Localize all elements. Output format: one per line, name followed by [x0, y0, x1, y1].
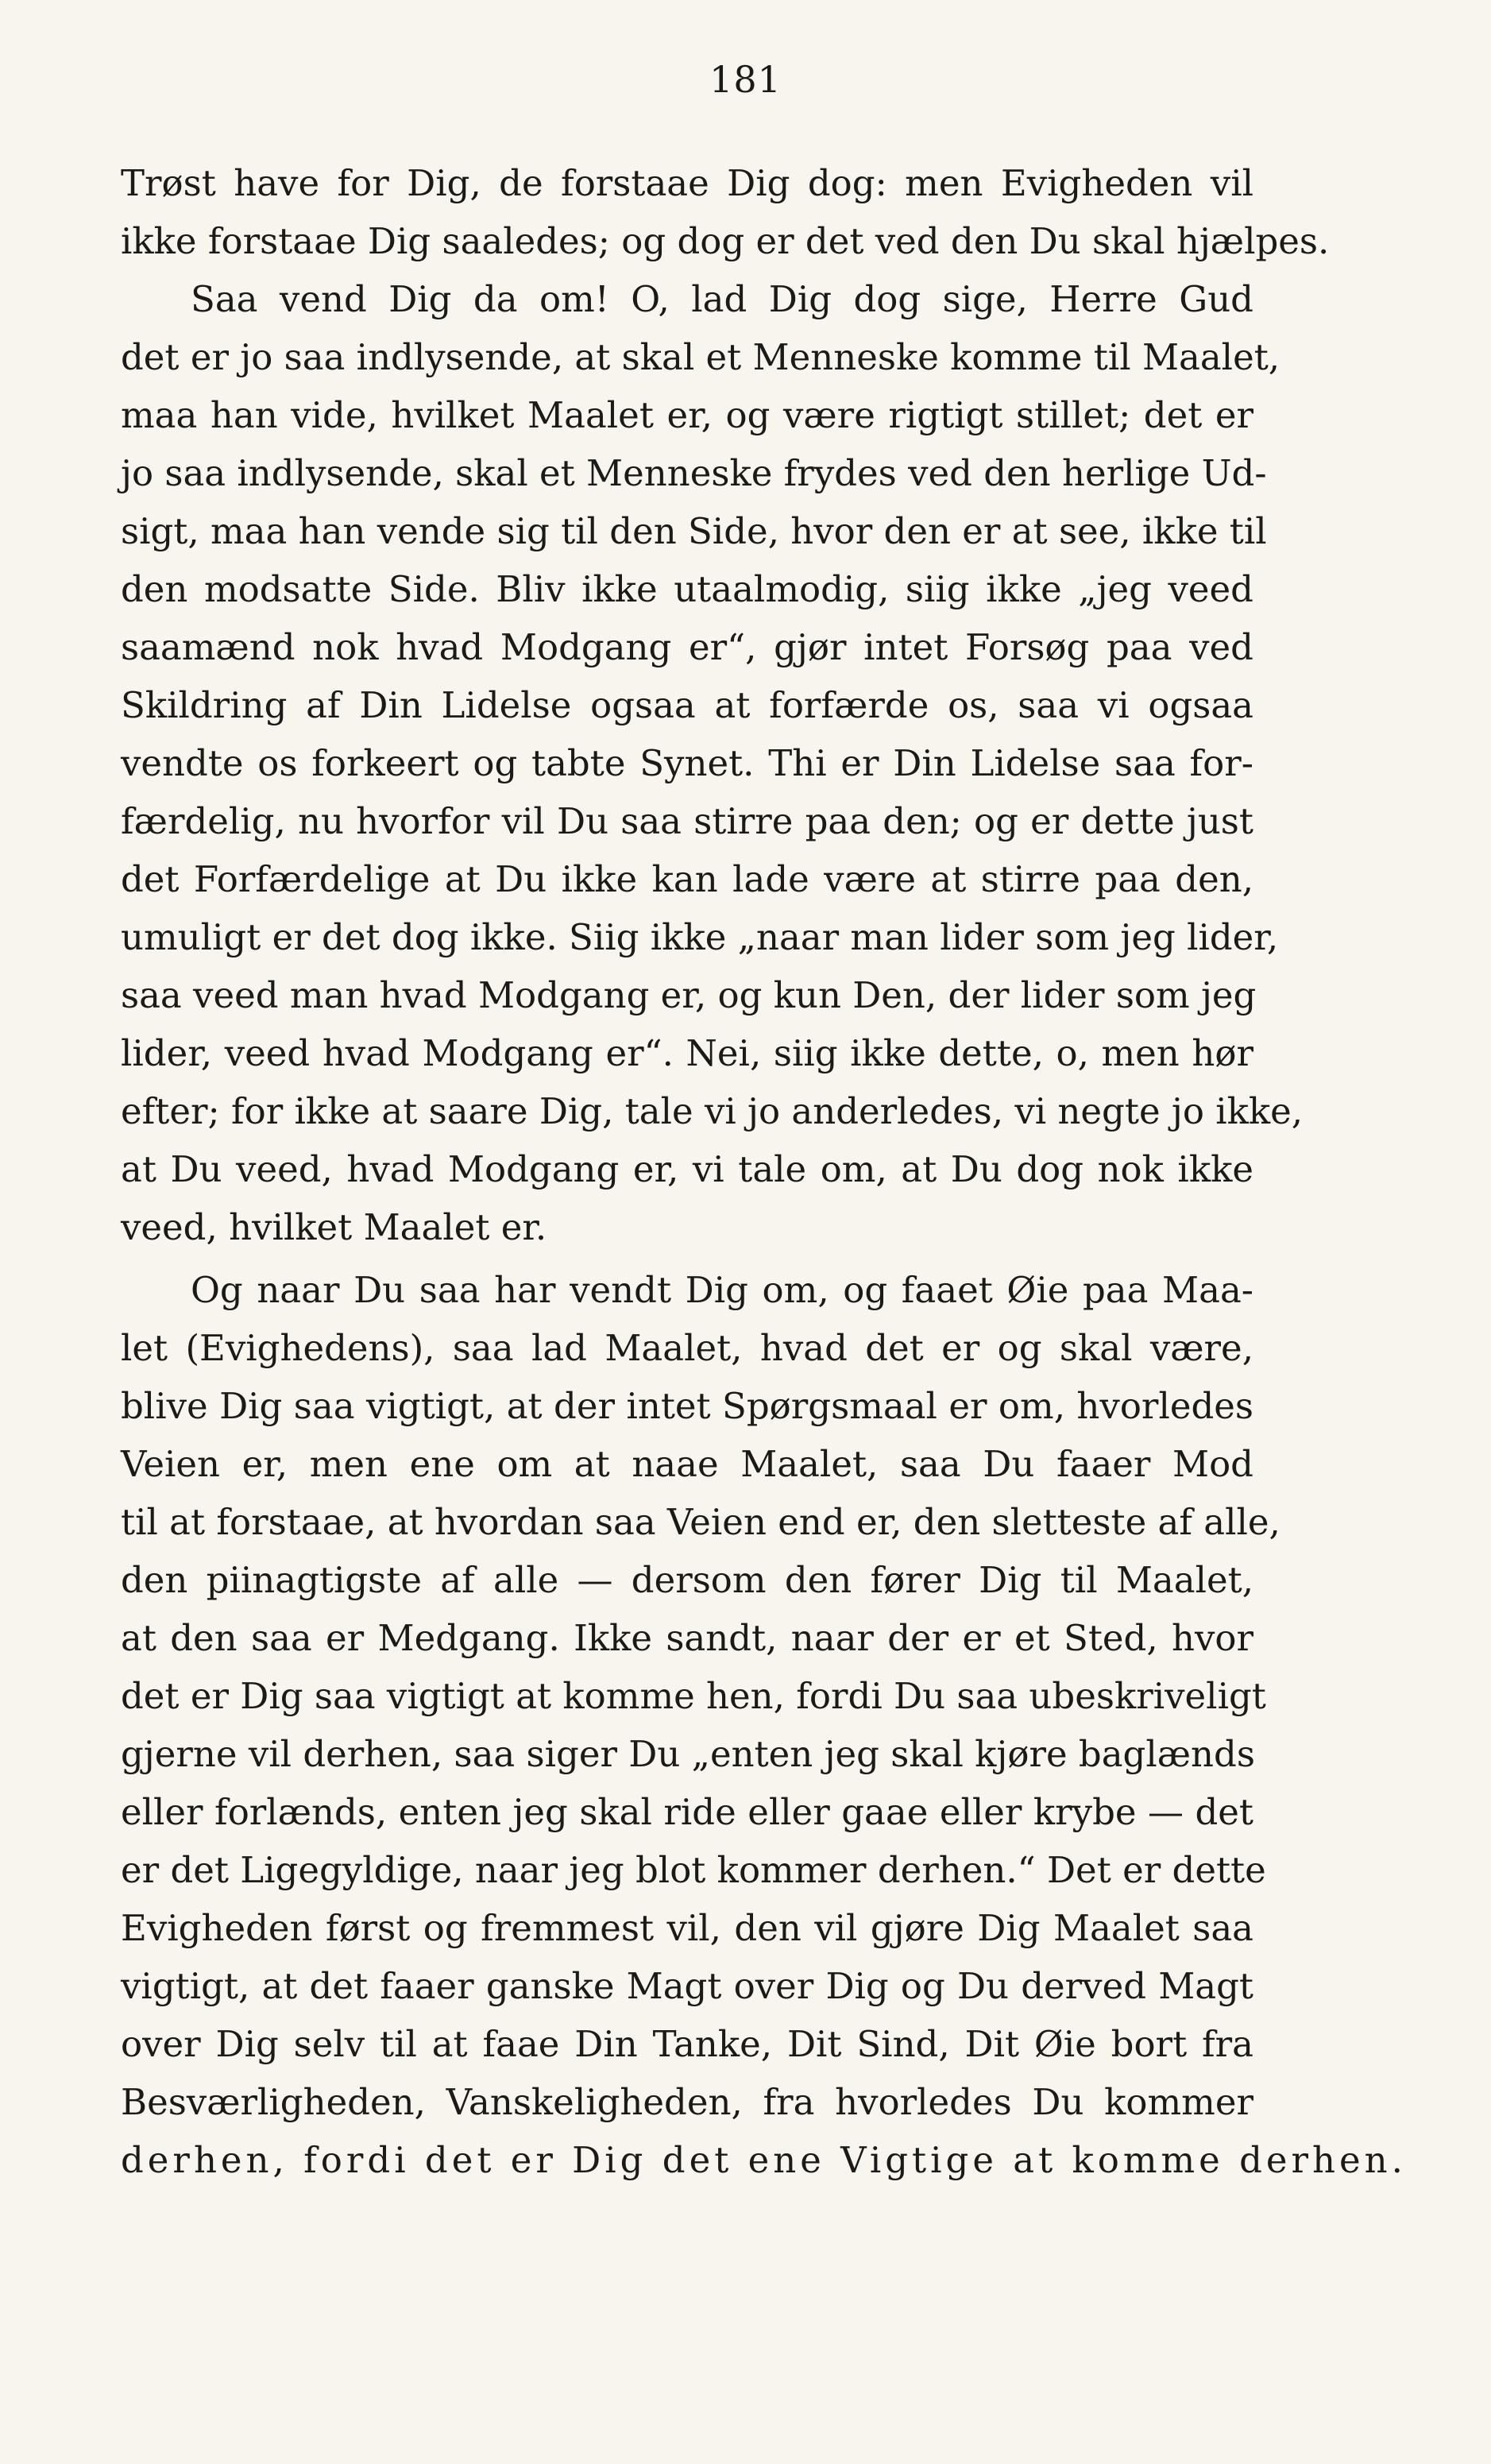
text-line: let (Evighedens), saa lad Maalet, hvad det er og skal være, — [121, 1327, 1253, 1369]
text-line: Trøst have for Dig, de forstaae Dig dog: men Evigheden vil — [121, 162, 1253, 204]
text-line: sigt, maa han vende sig til den Side, hvor den er at see, ikke til — [121, 510, 1267, 552]
text-line: den piinagtigste af alle — dersom den fører Dig til Maalet, — [121, 1559, 1253, 1601]
text-line: Og naar Du saa har vendt Dig om, og faaet Øie paa Maa- — [191, 1269, 1253, 1311]
text-line: det Forfærdelige at Du ikke kan lade være at stirre paa den, — [121, 858, 1253, 900]
text-line: efter; for ikke at saare Dig, tale vi jo anderledes, vi negte jo ikke, — [121, 1090, 1304, 1132]
text-line: vigtigt, at det faaer ganske Magt over Dig og Du derved Magt — [121, 1965, 1253, 2007]
text-line: er det Ligegyldige, naar jeg blot kommer derhen.“ Det er dette — [121, 1849, 1266, 1891]
text-line: den modsatte Side. Bliv ikke utaalmodig, siig ikke „jeg veed — [121, 568, 1253, 610]
text-line: gjerne vil derhen, saa siger Du „enten jeg skal kjøre baglænds — [121, 1733, 1255, 1775]
text-line: Besværligheden, Vanskeligheden, fra hvorledes Du kommer — [121, 2081, 1253, 2123]
text-line: det er Dig saa vigtigt at komme hen, fordi Du saa ubeskriveligt — [121, 1675, 1266, 1717]
text-line: til at forstaae, at hvordan saa Veien end er, den sletteste af alle, — [121, 1501, 1280, 1543]
text-line: saamænd nok hvad Modgang er“, gjør intet Forsøg paa ved — [121, 626, 1253, 668]
text-line: jo saa indlysende, skal et Menneske frydes ved den herlige Ud- — [121, 452, 1267, 494]
text-line: vendte os forkeert og tabte Synet. Thi er Din Lidelse saa for- — [121, 742, 1253, 784]
text-line: at den saa er Medgang. Ikke sandt, naar der er et Sted, hvor — [121, 1617, 1253, 1659]
page-number: 181 — [709, 58, 782, 101]
text-line: veed, hvilket Maalet er. — [121, 1206, 547, 1248]
text-line: blive Dig saa vigtigt, at der intet Spørgsmaal er om, hvorledes — [121, 1385, 1253, 1427]
text-line: derhen, fordi det er Dig det ene Vigtige at komme derhen. — [121, 2139, 1407, 2181]
text-line: færdelig, nu hvorfor vil Du saa stirre paa den; og er dette just — [121, 800, 1253, 842]
text-line: Veien er, men ene om at naae Maalet, saa Du faaer Mod — [121, 1443, 1253, 1485]
text-line: over Dig selv til at faae Din Tanke, Dit Sind, Dit Øie bort fra — [121, 2023, 1253, 2065]
text-line: lider, veed hvad Modgang er“. Nei, siig ikke dette, o, men hør — [121, 1032, 1253, 1074]
text-line: Skildring af Din Lidelse ogsaa at forfærde os, saa vi ogsaa — [121, 684, 1253, 726]
text-line: saa veed man hvad Modgang er, og kun Den, der lider som jeg — [121, 974, 1257, 1016]
text-line: maa han vide, hvilket Maalet er, og være rigtigt stillet; det er — [121, 394, 1253, 436]
text-line: eller forlænds, enten jeg skal ride eller gaae eller krybe — det — [121, 1791, 1253, 1833]
text-line: at Du veed, hvad Modgang er, vi tale om, at Du dog nok ikke — [121, 1148, 1253, 1190]
text-line: Saa vend Dig da om! O, lad Dig dog sige, Herre Gud — [191, 278, 1253, 320]
text-line: ikke forstaae Dig saaledes; og dog er det ved den Du skal hjælpes. — [121, 220, 1330, 262]
text-line: det er jo saa indlysende, at skal et Menneske komme til Maalet, — [121, 336, 1280, 378]
body-text — [121, 154, 1407, 2189]
text-line: umuligt er det dog ikke. Siig ikke „naar man lider som jeg lider, — [121, 916, 1279, 958]
text-line: Evigheden først og fremmest vil, den vil gjøre Dig Maalet saa — [121, 1907, 1253, 1949]
